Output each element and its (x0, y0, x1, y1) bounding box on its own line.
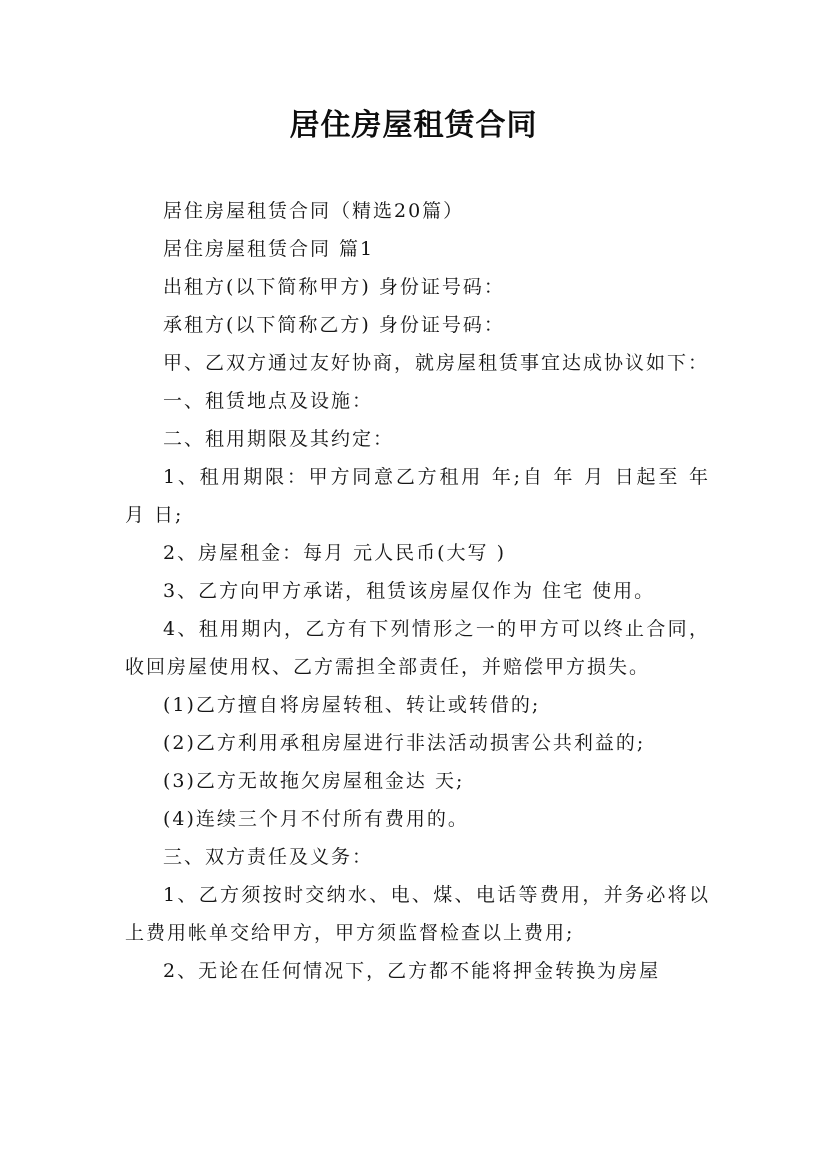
paragraph: 1、租用期限：甲方同意乙方租用 年;自 年 月 日起至 年 月 日; (125, 466, 710, 526)
paragraph: 4、租用期内，乙方有下列情形之一的甲方可以终止合同，收回房屋使用权、乙方需担全部责任，并赔偿甲方损失。 (125, 618, 710, 678)
document-body (125, 192, 710, 990)
paragraph: 承租方(以下简称乙方) 身份证号码： (163, 314, 505, 336)
paragraph: 出租方(以下简称甲方) 身份证号码： (163, 276, 505, 298)
paragraph: (2)乙方利用承租房屋进行非法活动损害公共利益的; (163, 732, 646, 754)
paragraph: 3、乙方向甲方承诺，租赁该房屋仅作为 住宅 使用。 (163, 580, 656, 602)
paragraph: 2、无论在任何情况下，乙方都不能将押金转换为房屋 (163, 960, 661, 982)
paragraph: 1、乙方须按时交纳水、电、煤、电话等费用，并务必将以上费用帐单交给甲方，甲方须监督检查以上费用; (125, 884, 710, 944)
paragraph: 三、双方责任及义务： (163, 846, 374, 868)
paragraph: (3)乙方无故拖欠房屋租金达 天; (163, 770, 465, 792)
paragraph: 2、房屋租金：每月 元人民币(大写 ) (163, 542, 506, 564)
document-title: 居住房屋租赁合同 (289, 108, 538, 143)
paragraph: 甲、乙双方通过友好协商，就房屋租赁事宜达成协议如下： (163, 352, 710, 374)
paragraph: 一、租赁地点及设施： (163, 390, 374, 412)
paragraph: 二、租用期限及其约定： (163, 428, 395, 450)
paragraph: (1)乙方擅自将房屋转租、转让或转借的; (163, 694, 541, 716)
paragraph: (4)连续三个月不付所有费用的。 (163, 808, 469, 830)
paragraph: 居住房屋租赁合同 篇1 (163, 238, 375, 260)
paragraph: 居住房屋租赁合同（精选20篇） (163, 200, 465, 222)
